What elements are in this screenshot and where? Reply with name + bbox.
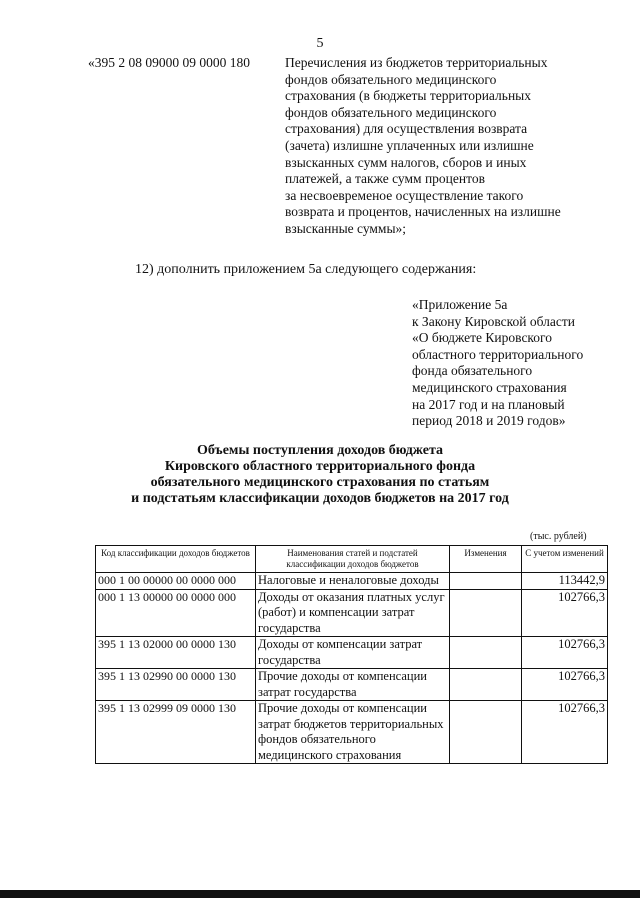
appendix-line: к Закону Кировской области [412, 313, 576, 329]
cell-name: Доходы от оказания платных услуг (работ) и компенсации затрат государства [256, 589, 450, 637]
title-line: обязательного медицинского страхования по статьям [150, 475, 490, 490]
cell-total: 102766,3 [522, 637, 608, 669]
table-row [96, 701, 608, 764]
entry-line: страхования) для осуществления возврата [285, 121, 528, 137]
table-row [96, 637, 608, 669]
cell-code: 000 1 00 00000 00 0000 000 [96, 573, 256, 590]
cell-total: 102766,3 [522, 669, 608, 701]
title-line: и подстатьям классификации доходов бюджетов на 2017 год [131, 491, 509, 506]
entry-line: страхования (в бюджеты территориальных [285, 88, 531, 104]
appendix-line: медицинского страхования [412, 379, 567, 395]
cell-code: 395 1 13 02990 00 0000 130 [96, 669, 256, 701]
appendix-line: «О бюджете Кировского [412, 330, 553, 346]
table-row [96, 573, 608, 590]
budget-table [95, 545, 608, 764]
appendix-header [412, 297, 583, 430]
cell-total: 102766,3 [522, 589, 608, 637]
entry-description [285, 55, 605, 238]
page-number: 5 [316, 36, 324, 51]
entry-line: платежей, а также сумм процентов [285, 171, 485, 187]
cell-code: 395 1 13 02999 09 0000 130 [96, 701, 256, 764]
cell-code: 000 1 13 00000 00 0000 000 [96, 589, 256, 637]
entry-line: за несвоевременое осуществление такого [285, 187, 524, 203]
cell-name: Прочие доходы от компенсации затрат бюджетов территориальных фондов обязательного медицинского страхования [256, 701, 450, 764]
table-row [96, 669, 608, 701]
cell-changes [450, 669, 522, 701]
appendix-line: на 2017 год и на плановый [412, 396, 565, 412]
cell-name: Доходы от компенсации затрат государства [256, 637, 450, 669]
appendix-line: «Приложение 5а [412, 297, 508, 312]
cell-total: 113442,9 [522, 573, 608, 590]
item-12-paragraph: 12) дополнить приложением 5а следующего содержания: [135, 262, 477, 277]
entry-line: Перечисления из бюджетов территориальных [285, 55, 548, 70]
appendix-line: фонда обязательного [412, 363, 533, 379]
cell-changes [450, 589, 522, 637]
header-changes: Изменения [450, 546, 522, 573]
appendix-line: областного территориального [412, 346, 584, 362]
table-title [0, 443, 640, 507]
cell-name: Прочие доходы от компенсации затрат государства [256, 669, 450, 701]
title-line: Кировского областного территориального фонда [164, 459, 476, 474]
entry-code: «395 2 08 09000 09 0000 180 [88, 55, 250, 70]
entry-line: возврата и процентов, начисленных на излишне [285, 204, 561, 220]
table-header-row [96, 546, 608, 573]
entry-line: взысканные суммы»; [285, 220, 407, 236]
entry-line: взысканных сумм налогов, сборов и иных [285, 154, 527, 170]
entry-line: фондов обязательного медицинского [285, 71, 497, 87]
table-row [96, 589, 608, 637]
appendix-line: период 2018 и 2019 годов» [412, 413, 566, 429]
cell-changes [450, 637, 522, 669]
cell-code: 395 1 13 02000 00 0000 130 [96, 637, 256, 669]
header-name: Наименования статей и подстатей классификации доходов бюджетов [256, 546, 450, 573]
cell-total: 102766,3 [522, 701, 608, 764]
entry-line: фондов обязательного медицинского [285, 104, 497, 120]
title-line: Объемы поступления доходов бюджета [197, 443, 443, 458]
header-code: Код классификации доходов бюджетов [96, 546, 256, 573]
cell-changes [450, 701, 522, 764]
entry-line: (зачета) излишне уплаченных или излишне [285, 137, 534, 153]
cell-changes [450, 573, 522, 590]
header-total: С учетом изменений [522, 546, 608, 573]
scan-border-bar [0, 890, 640, 898]
units-label: (тыс. рублей) [530, 531, 587, 542]
cell-name: Налоговые и неналоговые доходы [256, 573, 450, 590]
